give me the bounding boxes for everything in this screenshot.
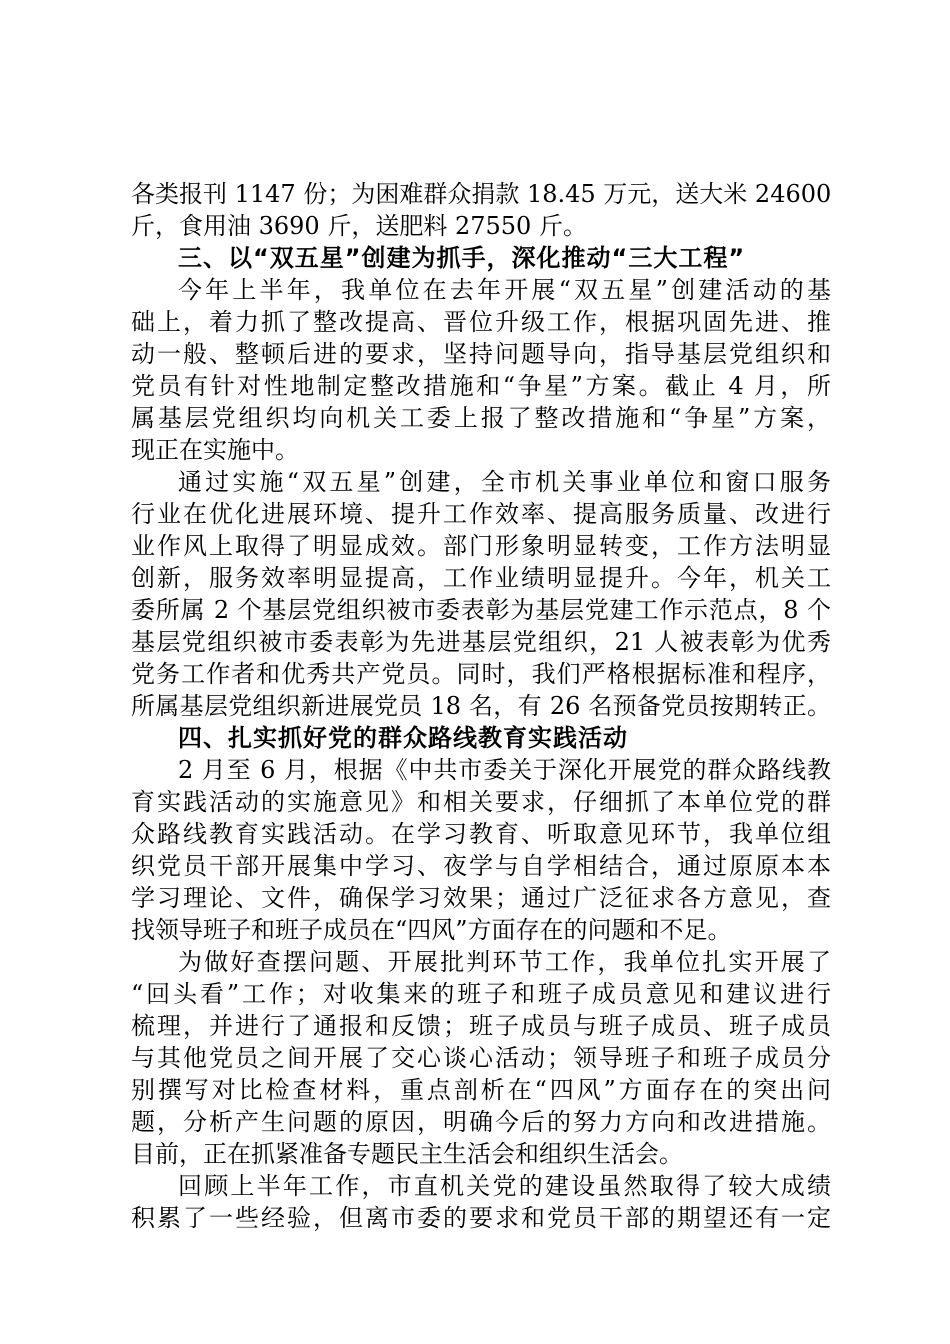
text-line: 今年上半年，我单位在去年开展“双五星”创建活动的基 <box>178 276 831 304</box>
text-line: 与其他党员之间开展了交心谈心活动；领导班子和班子成员分 <box>131 1044 831 1072</box>
text-line: 党务工作者和优秀共产党员。同时，我们严格根据标准和程序， <box>131 660 831 688</box>
text-line: 为做好查摆问题、开展批判环节工作，我单位扎实开展了 <box>178 948 831 976</box>
text-line: “回头看”工作；对收集来的班子和班子成员意见和建议进行 <box>131 980 831 1008</box>
text-line: 育实践活动的实施意见》和相关要求，仔细抓了本单位党的群 <box>131 788 831 816</box>
text-line: 2 月至 6 月，根据《中共市委关于深化开展党的群众路线教 <box>178 756 831 784</box>
text-line: 属基层党组织均向机关工委上报了整改措施和“争星”方案， <box>131 404 831 432</box>
text-line: 动一般、整顿后进的要求，坚持问题导向，指导基层党组织和 <box>131 340 831 368</box>
text-line: 创新，服务效率明显提高，工作业绩明显提升。今年，机关工 <box>131 564 831 592</box>
text-line: 础上，着力抓了整改提高、晋位升级工作，根据巩固先进、推 <box>131 308 831 336</box>
text-line: 别撰写对比检查材料，重点剖析在“四风”方面存在的突出问 <box>131 1076 831 1104</box>
text-line: 回顾上半年工作，市直机关党的建设虽然取得了较大成绩 <box>178 1172 831 1200</box>
text-line: 基层党组织被市委表彰为先进基层党组织，21 人被表彰为优秀 <box>131 628 831 656</box>
section-heading: 四、扎实抓好党的群众路线教育实践活动 <box>178 724 628 752</box>
text-line: 题，分析产生问题的原因，明确今后的努力方向和改进措施。 <box>131 1108 831 1136</box>
text-line: 学习理论、文件，确保学习效果；通过广泛征求各方意见，查 <box>131 884 831 912</box>
text-line: 党员有针对性地制定整改措施和“争星”方案。截止 4 月，所 <box>131 372 831 400</box>
text-line: 梳理，并进行了通报和反馈；班子成员与班子成员、班子成员 <box>131 1012 831 1040</box>
text-line: 通过实施“双五星”创建，全市机关事业单位和窗口服务 <box>178 468 831 496</box>
section-heading: 三、以“双五星”创建为抓手，深化推动“三大工程” <box>178 244 746 272</box>
text-line: 各类报刊 1147 份；为困难群众捐款 18.45 万元，送大米 24600 <box>131 180 832 208</box>
text-line: 现正在实施中。 <box>131 436 299 464</box>
text-line: 找领导班子和班子成员在“四风”方面存在的问题和不足。 <box>131 916 732 944</box>
text-line: 委所属 2 个基层党组织被市委表彰为基层党建工作示范点，8 个 <box>131 596 831 624</box>
text-line: 所属基层党组织新进展党员 18 名，有 26 名预备党员按期转正。 <box>131 692 831 720</box>
text-line: 行业在优化进展环境、提升工作效率、提高服务质量、改进行 <box>131 500 831 528</box>
text-line: 斤，食用油 3690 斤，送肥料 27550 斤。 <box>131 212 587 240</box>
text-line: 目前，正在抓紧准备专题民主生活会和组织生活会。 <box>131 1140 683 1168</box>
text-line: 众路线教育实践活动。在学习教育、听取意见环节，我单位组 <box>131 820 831 848</box>
text-line: 积累了一些经验，但离市委的要求和党员干部的期望还有一定 <box>131 1204 831 1232</box>
text-line: 业作风上取得了明显成效。部门形象明显转变，工作方法明显 <box>131 532 831 560</box>
text-line: 织党员干部开展集中学习、夜学与自学相结合，通过原原本本 <box>131 852 831 880</box>
